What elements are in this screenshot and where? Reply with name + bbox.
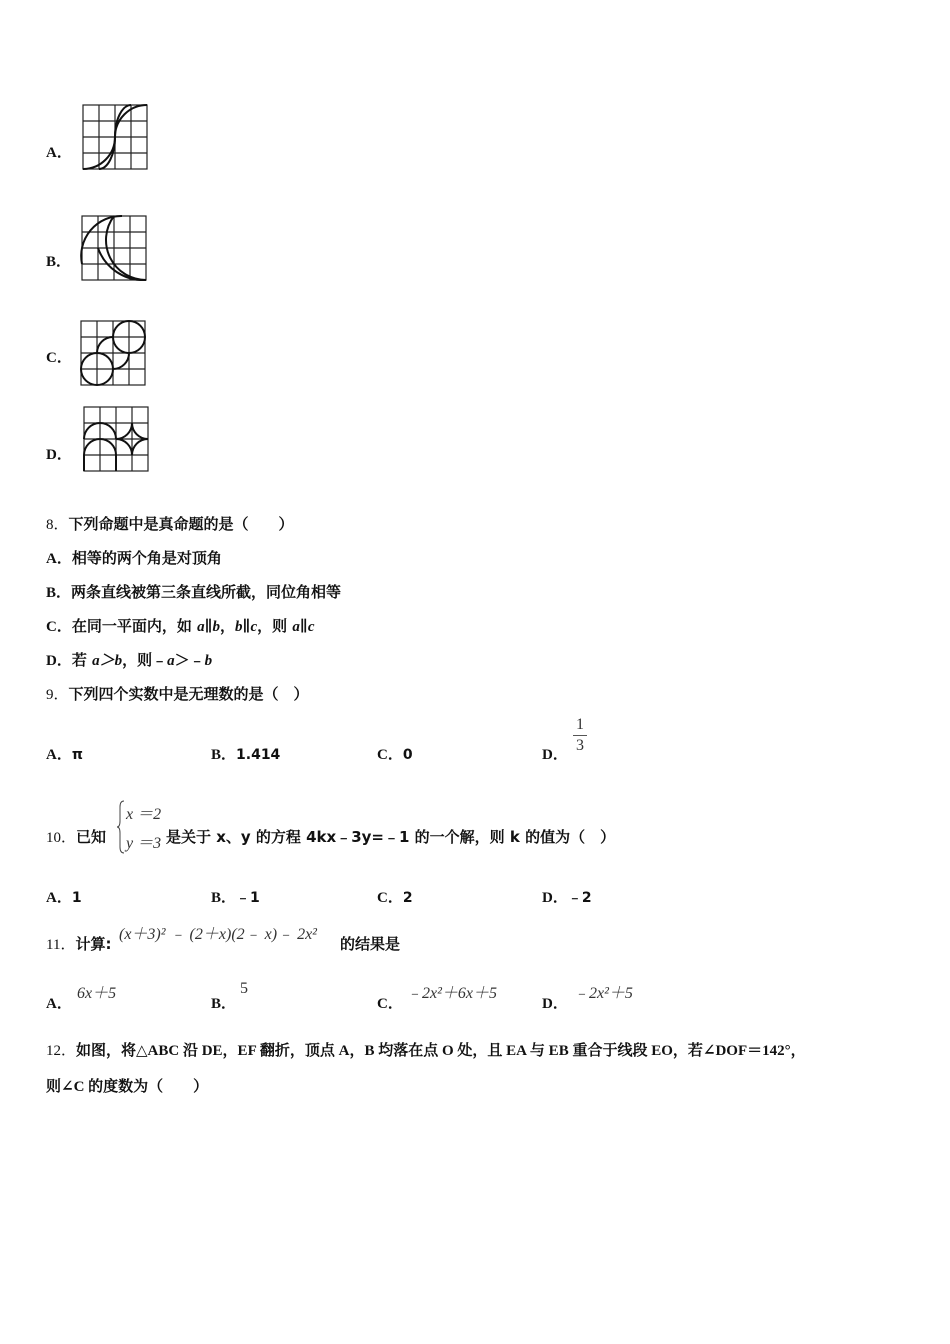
q11-option-d-label: D．: [542, 996, 568, 1012]
q11-option-c-value: ﹣2x²＋6x＋5: [406, 985, 498, 1002]
q8-stem-text: 下列命题中是真命题的是（ ）: [68, 515, 294, 533]
q9-option-b-label: B．: [211, 747, 237, 763]
q11-pre: 计算:: [75, 935, 112, 953]
q8-option-c-sep: ，: [220, 617, 236, 635]
q10-number: 10．: [46, 830, 77, 846]
q8-option-d-gt: ＞﹣: [174, 651, 205, 669]
q8-number: 8．: [46, 517, 69, 533]
q9-option-c: [377, 743, 413, 764]
q12-number: 12．: [46, 1043, 77, 1059]
q8-option-d-label: D．: [46, 653, 72, 669]
q9-option-c-value: 0: [402, 747, 413, 763]
q10-option-c-value: 2: [402, 890, 413, 906]
q9-number: 9．: [46, 687, 69, 703]
q8-option-a-text: 相等的两个角是对顶角: [71, 549, 222, 567]
q8-option-c-pre: 在同一平面内，如: [71, 617, 198, 635]
q7-option-b-label: B．: [46, 254, 72, 270]
q7-option-d-label: D．: [46, 447, 72, 463]
q9-fraction-denominator: 3: [576, 737, 584, 754]
q7-figure-a: [80, 102, 150, 170]
q11-option-c-label: C．: [377, 996, 403, 1012]
q8-option-b-text: 两条直线被第三条直线所截，同位角相等: [71, 583, 342, 601]
q10-option-c: [377, 886, 413, 907]
q11-stem-rest: 的结果是: [340, 935, 401, 953]
q8-option-b-label: B．: [46, 585, 72, 601]
q9-stem: [46, 683, 309, 704]
q12-stem-line1: [46, 1039, 806, 1060]
q11-number: 11．: [46, 937, 76, 953]
q10-stem-start: [46, 826, 106, 847]
q10-equation-1: x ＝2: [126, 806, 162, 823]
q10-stem-rest: 是关于 x、y 的方程 4kx﹣3y=﹣1 的一个解，则 k 的值为（ ）: [166, 828, 616, 846]
q8-option-d: [46, 649, 212, 670]
q12-stem-line2: 则∠C 的度数为（ ）: [46, 1079, 209, 1095]
q8-option-c-mid: ，则: [257, 617, 293, 635]
q8-stem: [46, 513, 294, 534]
q9-option-d-label: D．: [542, 747, 568, 763]
q10-option-d-label: D．: [542, 890, 568, 906]
q11-option-b-value: 5: [240, 980, 248, 997]
q10-option-d: [542, 886, 592, 907]
q9-option-a-value: π: [71, 747, 83, 763]
q8-option-c-expr2: b∥c: [235, 619, 258, 635]
q7-figure-c: [78, 318, 148, 386]
q8-option-c-label: C．: [46, 619, 72, 635]
q11-option-d-value: ﹣2x²＋5: [573, 985, 633, 1002]
q10-equation-2: y ＝3: [126, 835, 162, 852]
q8-option-a: [46, 547, 222, 568]
q9-option-d-fraction: [573, 716, 587, 755]
q10-option-b-label: B．: [211, 890, 237, 906]
q10-option-b-value: ﹣1: [236, 890, 260, 906]
q8-option-d-mid: ，则﹣: [122, 651, 168, 669]
q7-option-a-label: A．: [46, 145, 72, 161]
q9-fraction-numerator: 1: [576, 716, 584, 733]
q11-option-a-value: 6x＋5: [77, 985, 117, 1002]
q7-figure-d: [81, 404, 151, 472]
q9-option-b: [211, 743, 280, 764]
q10-system-brace: [116, 799, 126, 855]
q11-option-a-label: A．: [46, 996, 72, 1012]
q8-option-c-expr3: a∥c: [292, 619, 315, 635]
q12-line1-text: 如图，将△ABC 沿 DE，EF 翻折，顶点 A，B 均落在点 O 处，且 EA 与 EB 重合于线段 EO，若∠DOF＝142°，: [76, 1043, 806, 1059]
q9-option-a-label: A．: [46, 747, 72, 763]
q10-option-d-value: ﹣2: [567, 890, 592, 906]
q10-option-c-label: C．: [377, 890, 403, 906]
q9-option-b-value: 1.414: [236, 747, 281, 763]
q8-option-b: [46, 581, 341, 602]
q10-option-a: [46, 886, 82, 907]
q10-pre: 已知: [76, 828, 107, 846]
q8-option-d-b: b: [204, 653, 213, 669]
q8-option-d-expr1: a＞b: [92, 653, 123, 669]
q9-option-a: [46, 743, 83, 764]
q10-option-b: [211, 886, 260, 907]
q11-option-b-label: B．: [211, 996, 237, 1012]
q9-option-c-label: C．: [377, 747, 403, 763]
q10-option-a-value: 1: [71, 890, 82, 906]
q11-stem-start: [46, 933, 111, 954]
q10-option-a-label: A．: [46, 890, 72, 906]
q11-expression: (x＋3)² ﹣ (2＋x)(2﹣ x)﹣ 2x²: [119, 926, 317, 943]
q8-option-c: [46, 615, 315, 636]
q8-option-a-label: A．: [46, 551, 72, 567]
q8-option-d-a: a: [167, 653, 175, 669]
q7-figure-b: [79, 213, 149, 281]
q9-stem-text: 下列四个实数中是无理数的是（ ）: [68, 685, 309, 703]
q7-option-c-label: C．: [46, 350, 72, 366]
fraction-bar: [573, 735, 587, 736]
q8-option-d-pre: 若: [71, 651, 93, 669]
q8-option-c-expr1: a∥b: [197, 619, 221, 635]
